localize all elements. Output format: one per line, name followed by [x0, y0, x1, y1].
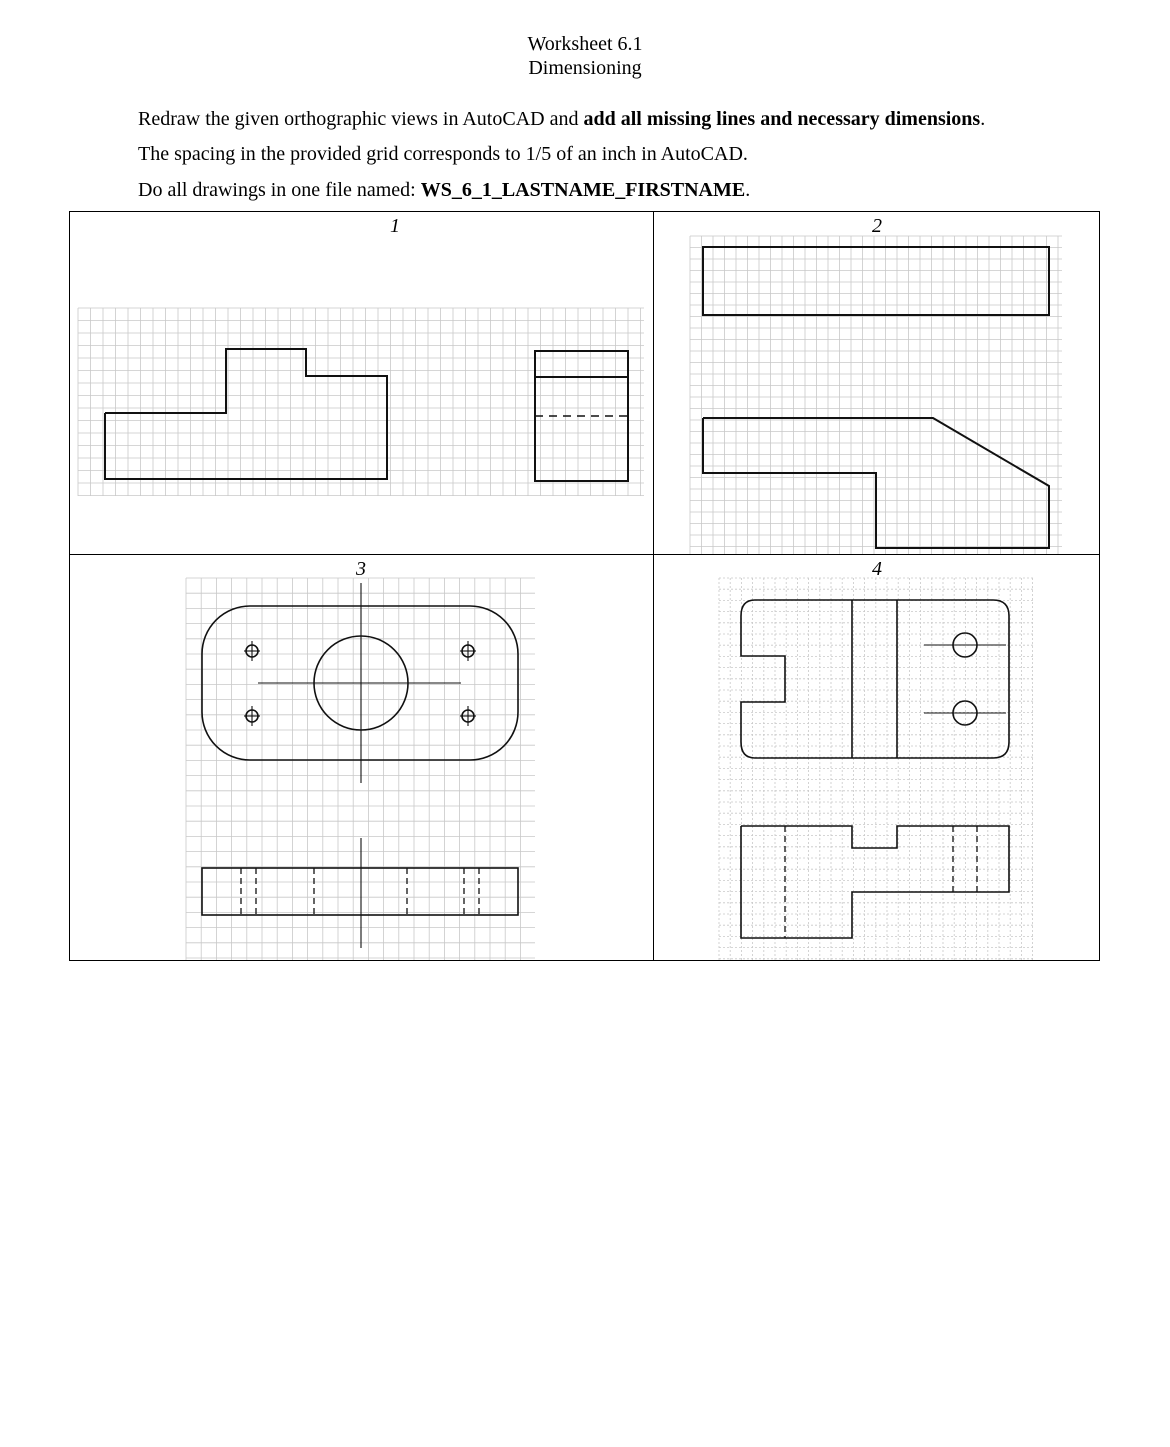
instruction-line-2: The spacing in the provided grid corresponds to 1/5 of an inch in AutoCAD. — [138, 143, 748, 165]
file-name: WS_6_1_LASTNAME_FIRSTNAME — [420, 179, 746, 201]
problem-4-hidden-lines — [785, 826, 977, 938]
instruction-text: . — [980, 108, 986, 130]
problem-3-centerlines — [244, 583, 476, 948]
problem-3-drawing — [186, 578, 535, 960]
problem-1-front-view — [105, 349, 387, 479]
problem-2-drawing — [690, 236, 1062, 554]
frame-divider-horizontal — [69, 554, 1100, 555]
instruction-text: . — [745, 179, 751, 201]
problem-2-front-view — [703, 418, 1049, 548]
worksheet-title: Worksheet 6.1 — [527, 33, 643, 55]
problem-number-3: 3 — [356, 558, 366, 580]
problem-3-front-view — [202, 868, 518, 915]
problem-number-4: 4 — [872, 558, 882, 580]
instruction-line-3 — [138, 178, 750, 202]
problem-number-2: 2 — [872, 215, 882, 237]
problem-number-1: 1 — [390, 215, 400, 237]
instruction-text: Do all drawings in one file named: — [138, 179, 421, 201]
problem-4-front-view — [741, 826, 1009, 938]
problem-1-drawing — [78, 308, 644, 496]
worksheet-subtitle: Dimensioning — [528, 57, 642, 79]
instruction-emphasis: add all missing lines and necessary dimensions — [583, 108, 981, 130]
instruction-text: Redraw the given orthographic views in AutoCAD and — [138, 108, 584, 130]
problem-1-grid — [78, 308, 644, 496]
frame-divider-vertical — [653, 211, 654, 961]
problem-3-hidden-lines — [241, 868, 479, 915]
instruction-line-1 — [138, 107, 985, 131]
problem-4-grid — [719, 578, 1033, 962]
problem-4-drawing — [719, 578, 1033, 962]
